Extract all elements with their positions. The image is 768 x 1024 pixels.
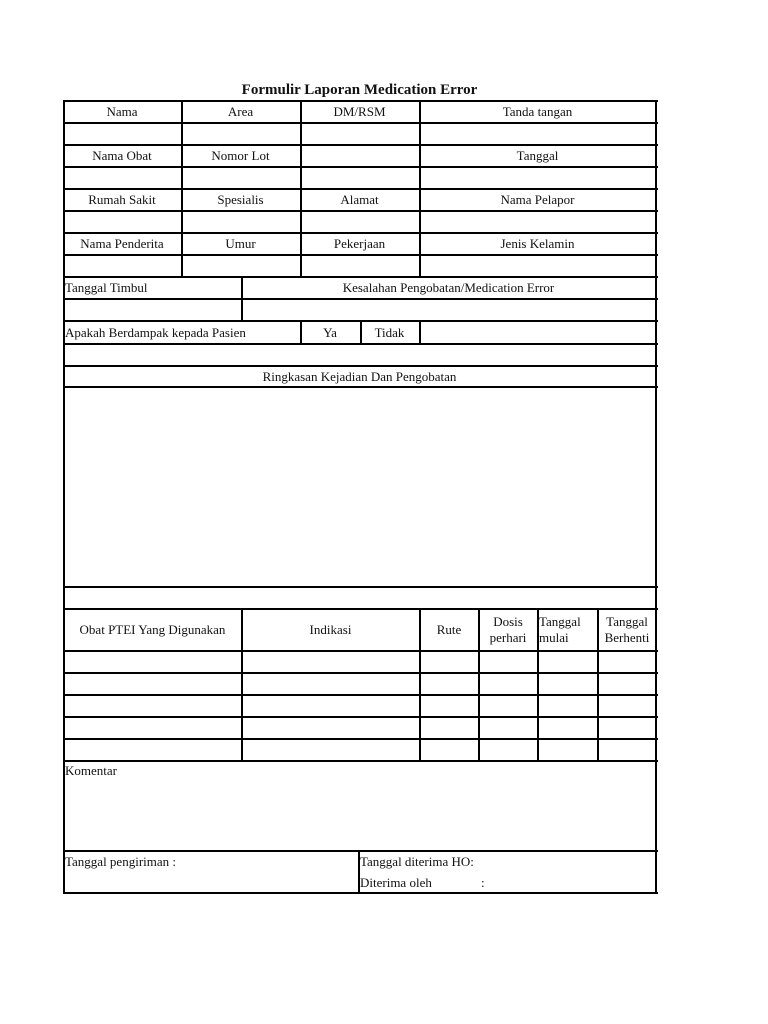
drug-row-3-tanggal-berhenti-input[interactable]: [599, 696, 655, 715]
ringkasan-textarea[interactable]: [65, 388, 654, 585]
nama-label: Nama: [106, 104, 138, 119]
dampak-question: Apakah Berdampak kepada Pasien: [65, 324, 246, 340]
obat-ptei-header: Obat PTEI Yang Digunakan: [79, 622, 226, 637]
diterima-oleh-colon-cell: [481, 873, 501, 893]
dampak-ya-cell: [300, 322, 360, 343]
nama-label-cell: [63, 102, 181, 122]
tanggal-pengiriman-input[interactable]: [65, 872, 357, 891]
jenis-kelamin-label: Jenis Kelamin: [500, 236, 575, 251]
spesialis-input[interactable]: [183, 212, 299, 231]
pekerjaan-label-cell: [300, 234, 419, 254]
nomor-lot-label: Nomor Lot: [211, 148, 270, 163]
tanggal-mulai-header-cell: [539, 610, 596, 650]
blank-label-cell: [300, 146, 419, 166]
drug-row-5-tanggal-mulai-input[interactable]: [539, 740, 596, 759]
drug-row-3-obat-ptei-input[interactable]: [65, 696, 240, 715]
tanggal-diterima-label: Tanggal diterima HO:: [360, 854, 474, 869]
alamat-input[interactable]: [302, 212, 418, 231]
tanggal-timbul-label-cell: [65, 278, 241, 298]
tanggal-mulai-header: Tanggal mulai: [539, 614, 581, 645]
tanggal-berhenti-header-cell: [599, 610, 655, 650]
drug-row-1-tanggal-mulai-input[interactable]: [539, 652, 596, 671]
spesialis-label: Spesialis: [217, 192, 264, 207]
diterima-oleh-colon: :: [481, 875, 485, 890]
nama-pelapor-label-cell: [419, 190, 656, 210]
rute-header-cell: [421, 610, 477, 650]
obat-ptei-header-cell: [65, 610, 240, 650]
diterima-oleh-label-cell: [360, 873, 480, 893]
drug-row-4-rute-input[interactable]: [421, 718, 477, 737]
drug-row-5-rute-input[interactable]: [421, 740, 477, 759]
pekerjaan-input[interactable]: [302, 256, 418, 275]
spesialis-label-cell: [181, 190, 300, 210]
tanda-tangan-label: Tanda tangan: [502, 104, 573, 119]
dosis-perhari-header-cell: [480, 610, 536, 650]
nama-penderita-label-cell: [63, 234, 181, 254]
dampak-question-cell: [65, 322, 300, 343]
drug-row-5-tanggal-berhenti-input[interactable]: [599, 740, 655, 759]
form-right-border: [655, 100, 657, 894]
tanda-tangan-label-cell: [419, 102, 656, 122]
drug-row-3-rute-input[interactable]: [421, 696, 477, 715]
alamat-label: Alamat: [340, 192, 379, 207]
nama-pelapor-label: Nama Pelapor: [500, 192, 575, 207]
umur-label-cell: [181, 234, 300, 254]
komentar-label-cell: [65, 762, 265, 780]
indikasi-header-cell: [243, 610, 418, 650]
dampak-tidak-cell: [360, 322, 419, 343]
dm-rsm-input[interactable]: [302, 124, 418, 143]
tanggal-pengiriman-label: Tanggal pengiriman :: [65, 854, 177, 869]
area-input[interactable]: [183, 124, 299, 143]
drug-row-1-tanggal-berhenti-input[interactable]: [599, 652, 655, 671]
rumah-sakit-label: Rumah Sakit: [88, 192, 156, 207]
drug-row-2-indikasi-input[interactable]: [243, 674, 418, 693]
tanggal-timbul-label: Tanggal Timbul: [65, 280, 148, 295]
nama-pelapor-input[interactable]: [421, 212, 655, 231]
jenis-kelamin-label-cell: [419, 234, 656, 254]
dm-rsm-label-cell: [300, 102, 419, 122]
nama-penderita-input[interactable]: [65, 256, 180, 275]
drug-row-5-obat-ptei-input[interactable]: [65, 740, 240, 759]
drug-row-1-rute-input[interactable]: [421, 652, 477, 671]
tanda-tangan-input[interactable]: [421, 124, 655, 143]
kesalahan-label-cell: [241, 278, 656, 298]
tanggal-label-cell: [419, 146, 656, 166]
dosis-perhari-header: Dosis perhari: [489, 614, 527, 645]
drug-row-5-dosis-perhari-input[interactable]: [480, 740, 536, 759]
komentar-textarea[interactable]: [65, 780, 654, 849]
drug-row-4-obat-ptei-input[interactable]: [65, 718, 240, 737]
drug-row-4-tanggal-berhenti-input[interactable]: [599, 718, 655, 737]
ringkasan-label: Ringkasan Kejadian Dan Pengobatan: [262, 368, 457, 384]
drug-row-2-tanggal-mulai-input[interactable]: [539, 674, 596, 693]
drug-row-3-dosis-perhari-input[interactable]: [480, 696, 536, 715]
drug-row-4-tanggal-mulai-input[interactable]: [539, 718, 596, 737]
rumah-sakit-input[interactable]: [65, 212, 180, 231]
drug-row-2-obat-ptei-input[interactable]: [65, 674, 240, 693]
drug-row-3-tanggal-mulai-input[interactable]: [539, 696, 596, 715]
nama-obat-input[interactable]: [65, 168, 180, 187]
nomor-lot-input[interactable]: [183, 168, 299, 187]
tanggal-label: Tanggal: [516, 148, 559, 163]
indikasi-header: Indikasi: [309, 622, 352, 637]
dampak-input[interactable]: [421, 322, 654, 342]
drug-row-1-obat-ptei-input[interactable]: [65, 652, 240, 671]
tanggal-timbul-input[interactable]: [65, 300, 240, 319]
nama-input[interactable]: [65, 124, 180, 143]
blank-input[interactable]: [302, 168, 418, 187]
alamat-label-cell: [300, 190, 419, 210]
pekerjaan-label: Pekerjaan: [333, 236, 386, 251]
kesalahan-input[interactable]: [243, 300, 654, 319]
area-label-cell: [181, 102, 300, 122]
dampak-ya: Ya: [323, 324, 337, 340]
nama-penderita-label: Nama Penderita: [80, 236, 164, 251]
tanggal-berhenti-header: Tanggal Berhenti: [604, 614, 650, 645]
kesalahan-label: Kesalahan Pengobatan/Medication Error: [342, 280, 555, 295]
tanggal-input[interactable]: [421, 168, 655, 187]
nomor-lot-label-cell: [181, 146, 300, 166]
tanggal-pengiriman-label-cell: [65, 852, 355, 872]
nama-obat-label: Nama Obat: [92, 148, 152, 163]
drug-row-1-indikasi-input[interactable]: [243, 652, 418, 671]
jenis-kelamin-input[interactable]: [421, 256, 655, 275]
rute-header: Rute: [436, 622, 462, 637]
area-label: Area: [227, 104, 254, 119]
rumah-sakit-label-cell: [63, 190, 181, 210]
drug-row-4-indikasi-input[interactable]: [243, 718, 418, 737]
drug-row-1-dosis-perhari-input[interactable]: [480, 652, 536, 671]
drug-row-5-indikasi-input[interactable]: [243, 740, 418, 759]
report-form: [63, 100, 656, 894]
umur-label: Umur: [225, 236, 256, 251]
diterima-oleh-label: Diterima oleh: [360, 875, 432, 890]
nama-obat-label-cell: [63, 146, 181, 166]
blank-row-input[interactable]: [65, 345, 654, 364]
dampak-tidak: Tidak: [374, 324, 405, 340]
ringkasan-label-cell: [63, 367, 656, 386]
form-title: Formulir Laporan Medication Error: [241, 82, 478, 98]
tanggal-diterima-label-cell: [360, 852, 654, 872]
komentar-label: Komentar: [65, 763, 117, 778]
drug-row-3-indikasi-input[interactable]: [243, 696, 418, 715]
drug-row-4-dosis-perhari-input[interactable]: [480, 718, 536, 737]
drug-row-2-dosis-perhari-input[interactable]: [480, 674, 536, 693]
drug-row-2-rute-input[interactable]: [421, 674, 477, 693]
umur-input[interactable]: [183, 256, 299, 275]
dm-rsm-label: DM/RSM: [333, 104, 386, 119]
grid-line: [63, 586, 658, 588]
drug-row-2-tanggal-berhenti-input[interactable]: [599, 674, 655, 693]
